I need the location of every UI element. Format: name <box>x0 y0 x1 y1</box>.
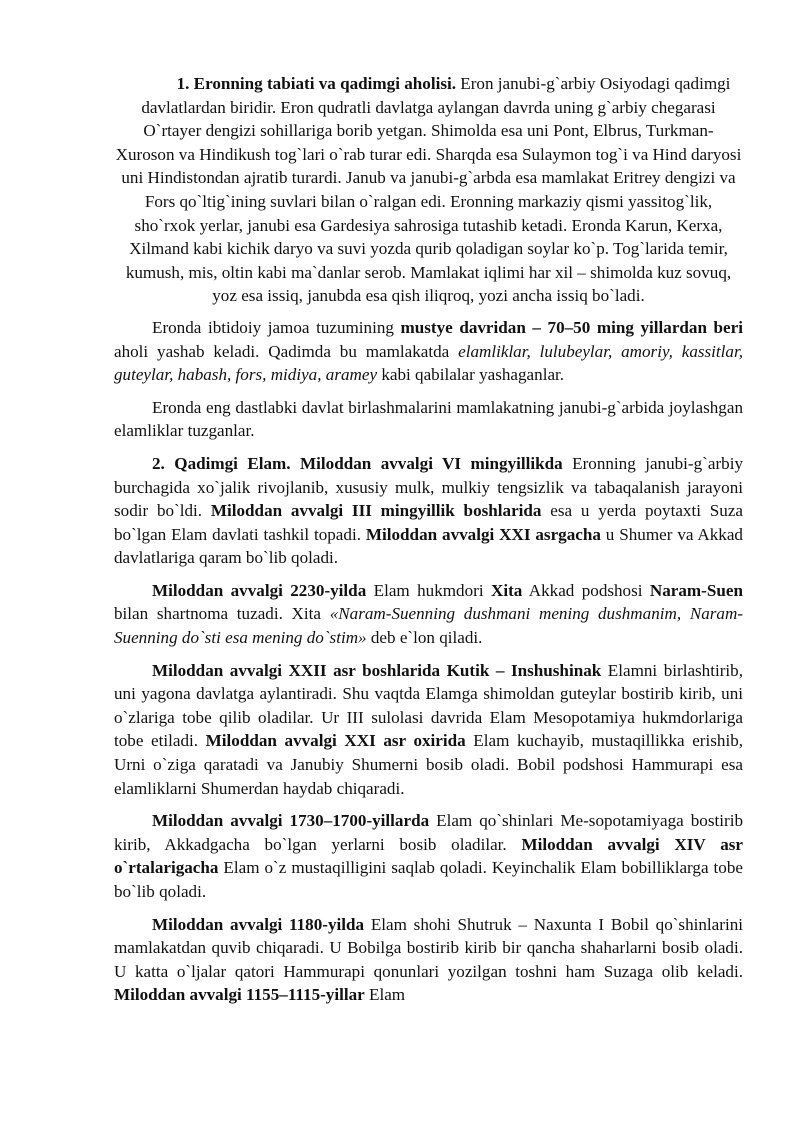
italic-run: elamliklar, lulubeylar, amoriy, kassitlar, guteylar, habash, fors, midiya, aramey <box>114 341 743 385</box>
bold-run: Miloddan avvalgi XXI asr oxirida <box>205 731 466 751</box>
bold-run: Miloddan avvalgi 1180-yilda <box>152 914 365 934</box>
bold-run: Miloddan avvalgi XIV asr o`rtalarigacha <box>114 834 743 878</box>
text-run: Elam o`z mustaqilligini saqlab qoladi. Keyinchalik Elam bobilliklarga tobe bo`lib qoladi. <box>114 858 743 901</box>
italic-quote: «Naram-Suenning dushmani mening dushmanim, Naram-Suenning do`sti esa mening do`stim» <box>114 604 744 648</box>
text-run: u Shumer va Akkad davlatlariga qaram bo`lib qoladi. <box>114 524 743 568</box>
paragraph-first-states <box>114 396 743 443</box>
text-run: Elam shohi Shutruk – Naxunta I Bobil qo`shinlarini mamlakatdan quvib chiqaradi. U Bobilga bostirib kirib bir qancha shaharlarni bosib oladi. U katta o`ljalar qatori Hammurapi qonunlari yozilgan toshni ham Suzaga olib keladi. <box>114 914 743 981</box>
text-run: esa u yerda poytaxti Suza bo`lgan Elam davlati tashkil topadi. <box>114 501 743 544</box>
paragraph-population <box>114 316 743 387</box>
paragraph-treaty <box>114 579 743 650</box>
text-run: Eronda eng dastlabki davlat birlashmalarini mamlakatning janubi-g`arbida joylashgan elamliklar tuzganlar. <box>114 397 743 441</box>
bold-run: Miloddan avvalgi XXII asr boshlarida Kutik – Inshushinak <box>152 660 602 680</box>
text-run: bilan shartnoma tuzadi. Xita <box>114 604 330 624</box>
section-heading-2: 2. Qadimgi Elam. Miloddan avvalgi VI mingyillikda <box>152 453 563 473</box>
text-run: Elam kuchayib, mustaqillikka erishib, Urni o`ziga qaratadi va Janubiy Shumerni bosib oladi. Bobil podshosi Hammurapi esa elamliklarni Shumerdan haydab chiqaradi. <box>114 731 744 798</box>
bold-run: Miloddan avvalgi 1730–1700-yillarda <box>152 811 430 831</box>
bold-run: mustye davridan – 70–50 ming yillardan beri <box>400 317 743 337</box>
text-run: Eron janubi-g`arbiy Osiyodagi qadimgi davlatlardan biridir. Eron qudratli davlatga aylangan davrda uning g`arbiy chegarasi O`rtayer dengizi sohillariga borib yetgan. Shimolda esa uni Pont, Elbrus, Turkman-Xuroson va Hindikush tog`lari o`rab turar edi. Sharqda esa Sulaymon tog`i va Hind daryosi uni Hindistondan ajratib turardi. Janub va janubi-g`arbda esa mamlakat Eritrey dengizi va Fors qo`ltig`ining suvlari bilan o`ralgan edi. Eronning markaziy qismi yassitog`lik, sho`rxok yerlar, janubi esa Gardesiya sahrosiga tutashib ketadi. Eronda Karun, Kerxa, Xilmand kabi kichik daryo va suvi yozda qurib qoladigan soylar ko`p. Tog`larida temir, kumush, mis, oltin kabi ma`danlar serob. Mamlakat iqlimi har xil – shimolda kuz sovuq, yoz esa issiq, janubda esa qish iliqroq, yozi ancha issiq bo`ladi. <box>115 74 742 306</box>
bold-run: Miloddan avvalgi 1155–1115-yillar <box>114 985 365 1005</box>
bold-run: Miloddan avvalgi XXI asrgacha <box>365 524 601 544</box>
text-run: Elam hukmdori <box>366 580 491 600</box>
bold-run: Miloddan avvalgi III mingyillik boshlarida <box>210 501 542 521</box>
text-run: aholi yashab keladi. Qadimda bu mamlakatda <box>114 341 459 361</box>
text-run: Eronning janubi-g`arbiy burchagida xo`jalik rivojlanib, xususiy mulk, mulkiy tengsizlik va tabaqalanish jarayoni sodir bo`ldi. <box>114 453 743 521</box>
bold-run: Xita <box>490 580 523 600</box>
text-run: kabi qabilalar yashaganlar. <box>377 365 565 385</box>
text-run: Elamni birlashtirib, uni yagona davlatga aylantiradi. Shu vaqtda Elamga shimoldan guteylar bostirib kirib, uni o`zlariga tobe qilib oladilar. Ur III sulolasi davrida Elam Mesopotamiya hukmdorlariga tobe etiladi. <box>114 660 743 751</box>
text-run: Eronda ibtidoiy jamoa tuzumining <box>152 317 401 337</box>
text-run: Elam <box>364 985 406 1005</box>
paragraph-ancient-elam <box>114 452 743 570</box>
paragraph-shutruk <box>114 913 743 1007</box>
paragraph-invasion <box>114 809 743 903</box>
paragraph-kutik <box>114 659 743 801</box>
text-run: Akkad podshosi <box>522 580 650 600</box>
section-heading-1: 1. Eronning tabiati va qadimgi aholisi. <box>176 74 457 93</box>
bold-run: Miloddan avvalgi 2230-yilda <box>152 580 367 600</box>
text-run: deb e`lon qiladi. <box>366 628 483 648</box>
text-run: Elam qo`shinlari Me-sopotamiyaga bostirib kirib, Akkadgacha bo`lgan yerlarni bosib oladilar. <box>114 811 743 854</box>
paragraph-intro <box>114 72 743 308</box>
bold-run: Naram-Suen <box>649 580 743 600</box>
